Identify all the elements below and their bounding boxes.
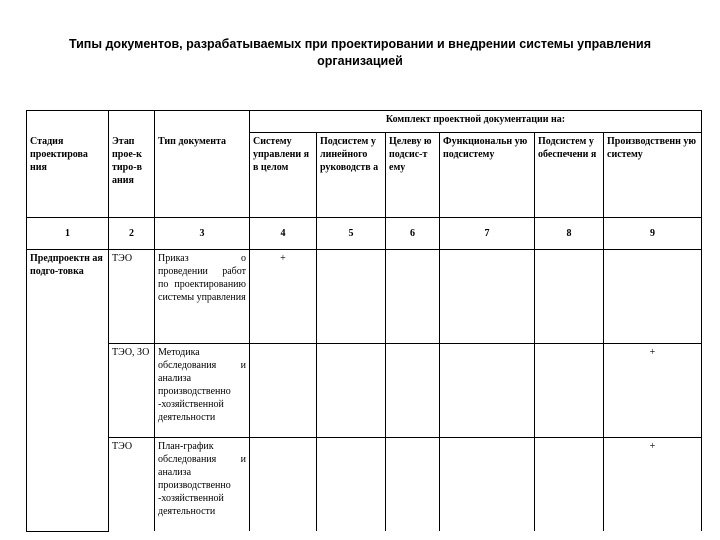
header-row xyxy=(27,133,702,218)
mark-cell xyxy=(317,344,386,438)
stage-cell: Предпроектн ая подго-товка xyxy=(27,250,109,532)
mark-cell xyxy=(317,438,386,532)
step-cell: ТЭО xyxy=(109,250,155,344)
table-row xyxy=(27,438,702,532)
mark-cell xyxy=(440,438,535,532)
mark-cell: + xyxy=(250,250,317,344)
col-number: 6 xyxy=(386,218,440,250)
step-cell: ТЭО xyxy=(109,438,155,532)
doc-type-cell: Методика обследования и анализа производственно -хозяйственной деятельности xyxy=(155,344,250,438)
mark-cell xyxy=(440,250,535,344)
col-header-support-subsystem: Подсистем у обеспечени я xyxy=(535,133,604,218)
table-row xyxy=(27,250,702,344)
group-header: Комплект проектной документации на: xyxy=(250,111,702,133)
table-row xyxy=(27,344,702,438)
mark-cell xyxy=(604,250,702,344)
col-header-stage: Стадия проектирова ния xyxy=(27,133,109,218)
col-number: 7 xyxy=(440,218,535,250)
col-number: 4 xyxy=(250,218,317,250)
number-row xyxy=(27,218,702,250)
col-header-whole-system: Систему управлени я в целом xyxy=(250,133,317,218)
col-number: 9 xyxy=(604,218,702,250)
col-header-target-subsystem: Целеву ю подсис-т ему xyxy=(386,133,440,218)
col-header-functional-subsystem: Функциональн ую подсистему xyxy=(440,133,535,218)
col-number: 5 xyxy=(317,218,386,250)
mark-cell xyxy=(250,438,317,532)
mark-cell xyxy=(250,344,317,438)
col-header-doc-type: Тип документа xyxy=(155,133,250,218)
col-number: 1 xyxy=(27,218,109,250)
mark-cell xyxy=(317,250,386,344)
page-title xyxy=(40,36,680,70)
mark-cell: + xyxy=(604,438,702,532)
title-line-2: организацией xyxy=(317,54,403,68)
col-number: 8 xyxy=(535,218,604,250)
mark-cell xyxy=(386,438,440,532)
header-spacer-2 xyxy=(109,111,155,133)
step-cell: ТЭО, ЗО xyxy=(109,344,155,438)
header-row-group xyxy=(27,111,702,133)
doc-type-cell: Приказ о проведении работ по проектированию системы управления xyxy=(155,250,250,344)
documents-table xyxy=(26,110,702,532)
mark-cell xyxy=(440,344,535,438)
mark-cell xyxy=(386,344,440,438)
mark-cell xyxy=(535,344,604,438)
mark-cell xyxy=(386,250,440,344)
header-spacer-3 xyxy=(155,111,250,133)
mark-cell xyxy=(535,438,604,532)
title-line-1: Типы документов, разрабатываемых при проектировании и внедрении системы управления xyxy=(68,37,652,51)
col-header-step: Этап прое-к тиро-в ания xyxy=(109,133,155,218)
mark-cell xyxy=(535,250,604,344)
col-header-production-system: Производственн ую систему xyxy=(604,133,702,218)
doc-type-cell: План-график обследования и анализа производственно -хозяйственной деятельности xyxy=(155,438,250,532)
header-spacer-1 xyxy=(27,111,109,133)
col-header-line-management: Подсистем у линейного руководств а xyxy=(317,133,386,218)
col-number: 3 xyxy=(155,218,250,250)
col-number: 2 xyxy=(109,218,155,250)
mark-cell: + xyxy=(604,344,702,438)
